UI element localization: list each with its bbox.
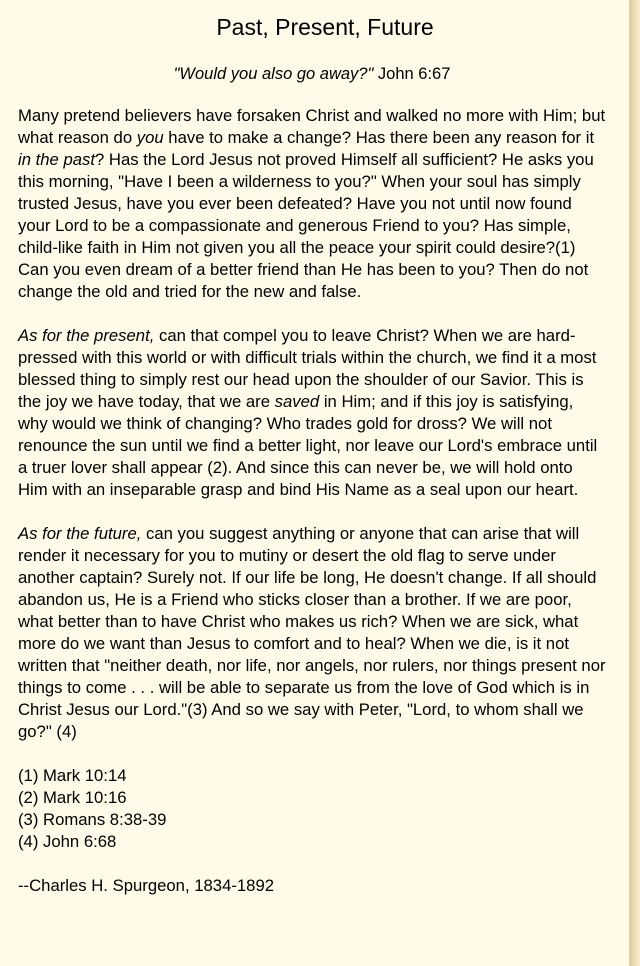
verse-quote: "Would you also go away?"	[173, 65, 374, 83]
page-title: Past, Present, Future	[216, 14, 434, 40]
paragraph-text: can you suggest anything or anyone that can arise that will render it necessary for you to mutiny or desert the old flag to serve under another captain? Surely not. If our life be long, He doesn't change. If all should abandon us, He is a Friend who sticks closer than a brother. If we are poor, what better than to have Christ who makes us rich? When we are sick, what more do we want than Jesus to comfort and to heal? When we die, is it not written that "neither death, nor life, nor angels, nor rulers, nor things present nor things to come . . . will be able to separate us from the love of God which is in Christ Jesus our Lord."(3) And so we say with Peter, "Lord, to whom shall we go?" (4)	[18, 524, 606, 741]
reference-item: (3) Romans 8:38-39	[18, 810, 167, 829]
paragraph-present	[18, 325, 606, 501]
paragraph-text: can that compel you to leave Christ? When we are hard-pressed with this world or with difficult trials within the church, we find it a most blessed thing to simply rest our head upon the shoulder of our Savior. This is the joy we have today, that we are	[18, 326, 597, 411]
emphasis-text: As for the future,	[18, 524, 142, 543]
verse-reference: John 6:67	[377, 65, 451, 83]
paragraph-future	[18, 523, 606, 743]
emphasis-text: As for the present,	[18, 326, 155, 345]
author-attribution: --Charles H. Spurgeon, 1834-1892	[18, 876, 275, 895]
reference-list	[18, 765, 606, 853]
emphasis-text: you	[136, 128, 164, 147]
emphasis-text: saved	[274, 392, 320, 411]
reference-item: (2) Mark 10:16	[18, 788, 127, 807]
emphasis-text: in the past	[18, 150, 96, 169]
paragraph-past	[18, 105, 606, 303]
devotional-content	[18, 12, 606, 914]
paragraph-text: have to make a change? Has there been any reason for it	[163, 128, 595, 147]
page-edge-shadow	[632, 0, 640, 966]
paragraph-text: ? Has the Lord Jesus not proved Himself all sufficient? He asks you this morning, "Have I been a wilderness to you?" When your soul has simply trusted Jesus, have you ever been defeated? Have you not until now found your Lord to be a compassionate and generous Friend to you? Has simple, child-like faith in Him not given you all the peace your spirit could desire?(1) Can you even dream of a better friend than He has been to you? Then do not change the old and tried for the new and false.	[18, 150, 594, 301]
reference-item: (1) Mark 10:14	[18, 766, 127, 785]
scripture-verse	[18, 63, 606, 85]
paragraph-text: Many pretend believers have forsaken Christ and walked no more with Him; but what reason do	[18, 106, 606, 147]
paragraph-text: in Him; and if this joy is satisfying, why would we think of changing? Who trades gold for dross? We will not renounce the sun until we find a better light, nor leave our Lord's embrace until a truer lover shall appear (2). And since this can never be, we will hold onto Him with an inseparable grasp and bind His Name as a seal upon our heart.	[18, 392, 598, 499]
reference-item: (4) John 6:68	[18, 832, 117, 851]
